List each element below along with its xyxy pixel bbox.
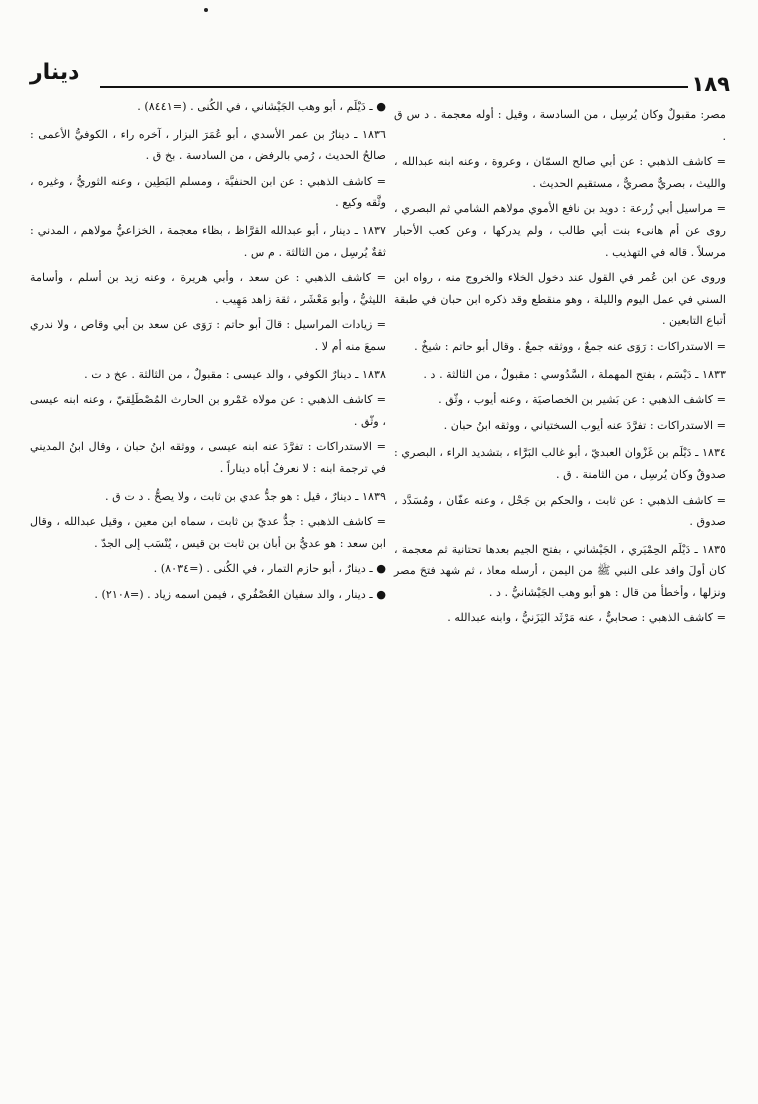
entry-heading: ١٨٣٤ ـ دَيْلَم بن غَزْوان العبديّ ، أبو غالب البَرَّاء ، بتشديد الراء ، البصري : صدوقٌ وكان يُرسِل ، من الثامنة . ق . (394, 446, 726, 481)
cross-reference: ● ـ دينارٌ ، أبو حازم التمار ، في الكُنى . (=٨٠٣٤) . (153, 562, 386, 576)
page-number: ١٨٩ (691, 72, 730, 96)
paragraph: = كاشف الذهبي : عن مولاه عَمْرو بن الحارث المُصْطَلِقيّ ، وعنه ابنه عيسى ، وثّق . (30, 393, 386, 428)
header-rule (100, 86, 688, 88)
entry-heading: ١٨٣٧ ـ دينار ، أبو عبدالله القرَّاظ ، بظاء معجمة ، الخزاعيُّ مولاهم ، المدني : ثقةٌ يُرسِل ، من الثالثة . م س . (30, 223, 386, 259)
left-column (30, 96, 386, 609)
paragraph: مصر: مقبولٌ وكان يُرسِل ، من السادسة ، وقيل : أوله معجمة . د س ق . (394, 108, 726, 143)
paragraph: = كاشف الذهبي : عن أبي صالح السمّان ، وعروة ، وعنه ابنه عبدالله ، والليث ، بصريٌّ مصريٌّ ، مستقيم الحديث . (394, 155, 726, 190)
paragraph: = كاشف الذهبي : عن ثابت ، والحكم بن جَحْل ، وعنه عفّان ، ومُسَدَّد ، صدوق . (394, 493, 726, 529)
paragraph: = زيادات المراسيل : قالَ أبو حاتم : رَوَى عن سعد بن أبي وقاص ، ولا ندري سمعَ منه أم لا . (30, 318, 386, 353)
cross-reference: ● ـ دينار ، والد سفيان العُصْفُري ، فيمن اسمه زياد . (=٢١٠٨) . (94, 587, 386, 601)
paragraph: = الاستدراكات : تفرَّدَ عنه أيوب السختياني ، ووثقه ابنُ حبان . (443, 418, 726, 432)
paragraph: = كاشف الذهبي : عن ابن الحنفيَّة ، ومسلم البَطِين ، وعنه الثوريُّ ، وغيره ، وثَّقه وكيع . (30, 174, 386, 210)
running-head: دينار (30, 60, 80, 85)
page-header (30, 60, 730, 100)
cross-reference: ● ـ دَيْلَم ، أبو وهب الجَيْشاني ، في الكُنى . (=٨٤٤١) . (137, 100, 386, 113)
entry-heading: ١٨٣٩ ـ دينارٌ ، قيل : هو جدُّ عدي بن ثابت ، ولا يصحُّ . د ت ق . (105, 489, 386, 503)
entry-heading: ١٨٣٥ ـ دَيْلَم الحِمْيَري ، الجَيْشاني ، بفتح الجيم بعدها تحتانية ثم معجمة ، كان أولَ وافد على النبي ﷺ من اليمن ، أرسله معاذ ، ثم شهد فتحَ مصر ونزلها ، وأخطأ من قال : هو أبو وهب الجَيْشانيُّ . د . (394, 542, 726, 599)
paragraph: = كاشف الذهبي : عن سعد ، وأبي هريرة ، وعنه زيد بن أسلم ، وأسامة الليثيُّ ، وأبو مَعْشَر ، ثقة زاهد مَهِيب . (30, 271, 386, 306)
paragraph: = كاشف الذهبي : جدُّ عديّ بن ثابت ، سماه ابن معين ، وقيل عبدالله ، وقال ابن سعد : هو عديُّ بن أبان بن ثابت بن قيس ، يُنْسَب إلى الجدّ . (30, 515, 386, 550)
entry-heading: ١٨٣٦ ـ دينارُ بن عمر الأسدي ، أبو عُمَرَ البزار ، آخره راء ، الكوفيُّ الأعمى : صالحُ الحديث ، رُمي بالرفض ، من السادسة . بخ ق . (30, 127, 386, 163)
paragraph: = الاستدراكات : رَوَى عنه جمعٌ ، ووثقه جمعٌ . وقال أبو حاتم : شيخٌ . (414, 339, 726, 353)
entry-heading: ١٨٣٣ ـ دَيْسَم ، بفتح المهملة ، السَّدُوسي : مقبولٌ ، من الثالثة . د . (423, 367, 726, 381)
entry-heading: ١٨٣٨ ـ دينارٌ الكوفي ، والد عيسى : مقبولٌ ، من الثالثة . عخ د ت . (84, 367, 386, 381)
paragraph: = كاشف الذهبي : صحابيٌّ ، عنه مَرْثَد اليَزَنيُّ ، وابنه عبدالله . (447, 611, 726, 625)
paragraph: = كاشف الذهبي : عن بَشير بن الخصاصيَة ، وعنه أيوب ، وثّق . (438, 393, 726, 407)
paragraph: وروى عن ابن عُمر في القول عند دخول الخلاء والخروج منه ، رواه ابن السني في عمل اليوم والليلة ، وهو منقطع وقد ذكره ابن حبان في طبقة أتباع التابعين . (394, 271, 726, 328)
right-column (394, 104, 726, 633)
paragraph: = الاستدراكات : تفرَّدَ عنه ابنه عيسى ، ووثقه ابنُ حبان ، وقال ابنُ المديني في ترجمة ابنه : لا نعرفُ أباه ديناراً . (30, 440, 386, 475)
paragraph: = مراسيل أبي زُرعة : دويد بن نافع الأموي مولاهم الشامي ثم البصري ، روى عن أم هانىء بنت أبي طالب ، ولم يدركها ، وعن كعب الأحبار مرسلاً . قاله في التهذيب . (394, 202, 726, 259)
stray-mark (204, 8, 208, 12)
